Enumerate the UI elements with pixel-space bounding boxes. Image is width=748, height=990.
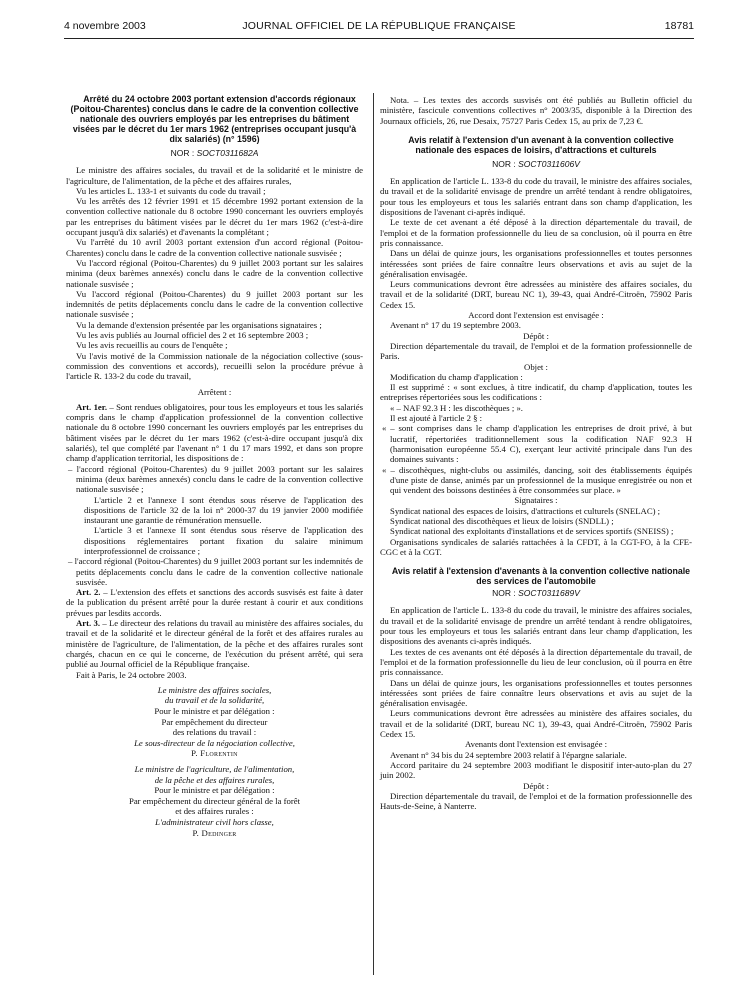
avis-paragraph: Les textes de ces avenants ont été déposés à la direction départementale du travail, de l'emploi et de la formation professionnelle du lieu de leur conclusion, où il pourra en être pris connaissance. bbox=[380, 646, 692, 678]
article-1-label: Art. 1er. bbox=[76, 401, 107, 412]
accord-label: Accord dont l'extension est envisagée : bbox=[468, 310, 604, 321]
visa-paragraph: Vu les articles L. 133-1 et suivants du code du travail ; bbox=[76, 185, 266, 196]
nor-label: NOR : bbox=[492, 588, 516, 599]
ajoute-text: Il est ajouté à l'article 2 § : bbox=[390, 413, 483, 424]
signataires-label: Signataires : bbox=[514, 495, 558, 506]
depot-text: Direction départementale du travail, de l'emploi et de la formation professionnelle des Hauts-de-Seine, à Nanterre. bbox=[380, 790, 692, 812]
depot-text: Direction départementale du travail, de l'emploi et de la formation professionnelle de Paris. bbox=[380, 340, 692, 362]
avenant-line: Avenant n° 34 bis du 24 septembre 2003 relatif à l'épargne salariale. bbox=[390, 749, 627, 760]
article-2-label: Art. 2. bbox=[76, 587, 101, 598]
accord-line: Accord paritaire du 24 septembre 2003 modifiant le dispositif inter-auto-plan du 27 juin 2002. bbox=[380, 759, 692, 781]
naf-line: « – NAF 92.3 H : les discothèques ; ». bbox=[390, 402, 523, 413]
signature-line: du travail et de la solidarité, bbox=[164, 695, 265, 706]
signature-line: Pour le ministre et par délégation : bbox=[154, 706, 275, 717]
avis-1-nor bbox=[380, 159, 692, 169]
signature-block-1 bbox=[66, 685, 363, 759]
signature-line: Le sous-directeur de la négociation collective, bbox=[134, 737, 295, 748]
objet-text: Modification du champ d'application : bbox=[390, 371, 523, 382]
signatory-name: P. Florentin bbox=[191, 748, 238, 759]
visa-paragraph: Vu l'avis motivé de la Commission nationale de la négociation collective (sous-commission des conventions et accords), recueilli selon la procédure prévue à l'article R. 133-2 du code du travail, bbox=[66, 350, 363, 382]
left-column bbox=[66, 94, 363, 838]
visa-paragraph: Vu la demande d'extension présentée par les organisations signataires ; bbox=[76, 319, 322, 330]
signatory-name: P. Dedinger bbox=[192, 827, 237, 838]
header-page-number: 18781 bbox=[664, 20, 694, 32]
signataire: Syndicat national des discothèques et lieux de loisirs (SNDLL) ; bbox=[390, 515, 614, 526]
signature-line: L'administrateur civil hors classe, bbox=[155, 816, 274, 827]
header-rule bbox=[64, 38, 694, 39]
avis-paragraph: En application de l'article L. 133-8 du code du travail, le ministre des affaires sociales, du travail et de la solidarité envisage de prendre un arrêté tendant à rendre obligatoires, pour tous les employeurs et tous les salariés entrant dans leur champ d'application, les dispositions des avenants ci-après indiqués. bbox=[380, 605, 692, 647]
page-header bbox=[64, 20, 694, 34]
signature-line: de la pêche et des affaires rurales, bbox=[154, 774, 275, 785]
header-date: 4 novembre 2003 bbox=[64, 20, 146, 32]
signature-line: Par empêchement du directeur bbox=[161, 716, 268, 727]
article-1-item: – l'accord régional (Poitou-Charentes) du 9 juillet 2003 portant sur les indemnités de petits déplacements conclu dans le cadre de la convention collective nationale susvisée. bbox=[68, 556, 363, 587]
right-column bbox=[380, 95, 692, 811]
arrete-title: Arrêté du 24 octobre 2003 portant extension d'accords régionaux (Poitou-Charentes) conclus dans le cadre de la convention collective nationale des ouvriers employés par les entreprises du bâtiment visées par le décret du 1er mars 1962 (entreprises occupant jusqu'à dix salariés) (n° 1596) bbox=[70, 94, 359, 144]
nor-code: SOCT0311682A bbox=[196, 148, 259, 158]
champ-item: « – discothèques, night-clubs ou assimilés, dancing, soit des établissements équipés d'une piste de danse, animés par un professionnel de la musique enregistrée ou non et qui vendent des boissons destinées à être consommées sur place. » bbox=[382, 464, 692, 496]
nor-label: NOR : bbox=[170, 148, 195, 158]
avis-2-nor bbox=[380, 588, 692, 598]
article-1 bbox=[66, 402, 363, 464]
signataire: Syndicat national des exploitants d'installations et de services sportifs (SNEISS) ; bbox=[390, 526, 674, 537]
supprime-text: Il est supprimé : « sont exclues, à titre indicatif, du champ d'application, toutes les entreprises répertoriées sous les codifications : bbox=[380, 382, 692, 403]
article-3-text: – Le directeur des relations du travail au ministère des affaires sociales, du travail et de la solidarité et le directeur général de la forêt et des affaires rurales au ministère de l'agriculture, de l'alimentation, de la pêche et des affaires rurales sont chargés, chacun en ce qui le concerne, de l'exécution du présent arrêté, qui sera publié au Journal officiel de la République française. bbox=[66, 618, 363, 670]
avis-paragraph: Dans un délai de quinze jours, les organisations professionnelles et toutes personnes intéressées sont priées de faire connaître leurs observations et avis au sujet de la généralisation envisagée. bbox=[380, 248, 692, 279]
visa-paragraph: Vu l'accord régional (Poitou-Charentes) du 9 juillet 2003 portant sur les salaires minima (deux barèmes annexés) conclu dans le cadre de la convention collective nationale susvisée ; bbox=[66, 257, 363, 289]
avis-paragraph: Leurs communications devront être adressées au ministère des affaires sociales, du travail et de la solidarité (DRT, bureau NC 1), 39-43, quai André-Citroën, 75902 Paris Cedex 15. bbox=[380, 279, 692, 310]
avis-1-title: Avis relatif à l'extension d'un avenant à la convention collective nationale des espaces de loisirs, d'attractions et culturels bbox=[408, 134, 674, 155]
avis-paragraph: Le texte de cet avenant a été déposé à la direction départementale du travail, de l'emploi et de la formation professionnelle du lieu de sa conclusion, où il pourra en être pris connaissance. bbox=[380, 217, 692, 248]
signataire: Syndicat national des espaces de loisirs, d'attractions et culturels (SNELAC) ; bbox=[390, 505, 661, 516]
arretent-heading: Arrêtent : bbox=[197, 386, 232, 397]
signature-line: Le ministre des affaires sociales, bbox=[157, 684, 272, 695]
signature-line: Le ministre de l'agriculture, de l'alimentation, bbox=[134, 764, 295, 774]
avis-paragraph: Leurs communications devront être adressées au ministère des affaires sociales, du travail et de la solidarité (DRT, bureau NC 1), 39-43, quai André-Citroën, 75902 Paris Cedex 15. bbox=[380, 708, 692, 740]
signataire: Organisations syndicales de salariés rattachées à la CFDT, à la CGT-FO, à la CFE-CGC et à la CGT. bbox=[380, 536, 692, 557]
visa-paragraph: Le ministre des affaires sociales, du travail et de la solidarité et le ministre de l'agriculture, de l'alimentation, de la pêche et des affaires rurales, bbox=[66, 165, 363, 186]
nor-label: NOR : bbox=[492, 158, 516, 169]
signature-block-2 bbox=[66, 764, 363, 838]
visa-paragraph: Vu les avis recueillis au cours de l'enquête ; bbox=[76, 340, 228, 351]
avis-paragraph: Dans un délai de quinze jours, les organisations professionnelles et toutes personnes intéressées sont priées de faire connaître leurs observations et avis au sujet de la généralisation envisagée. bbox=[380, 677, 692, 709]
article-1-text: – Sont rendues obligatoires, pour tous les employeurs et tous les salariés compris dans le champ d'application professionnel de la convention collective nationale du 8 octobre 1990 concernant les ouvriers employés par les entreprises du bâtiment visées par le décret du 1er mars 1962 (c'est-à-dire occupant jusqu'à dix salariés), tel que complété par l'avenant n° 1 du 17 mars 1992, et dans son propre champ d'application territorial, les dispositions de : bbox=[66, 401, 363, 464]
visa-paragraph: Vu l'arrêté du 10 avril 2003 portant extension d'un accord régional (Poitou-Charentes) conclu dans le cadre de la convention collective nationale susvisée ; bbox=[66, 237, 363, 258]
signature-line: Pour le ministre et par délégation : bbox=[154, 785, 275, 796]
visa-paragraph: Vu les arrêtés des 12 février 1991 et 15 décembre 1992 portant extension de la convention collective nationale du 8 octobre 1990 concernant les ouvriers employés par les entreprises du bâtiment visées par le décret du 1er mars 1962 (c'est-à-dire occupant jusqu'à dix salariés) et d'avenants la complétant ; bbox=[66, 196, 363, 238]
visa-paragraph: Vu les avis publiés au Journal officiel des 2 et 16 septembre 2003 ; bbox=[76, 330, 309, 341]
avis-paragraph: En application de l'article L. 133-8 du code du travail, le ministre des affaires sociales, du travail et de la solidarité envisage de prendre un arrêté tendant à rendre obligatoires, pour tous les employeurs et tous les salariés entrant dans son champ d'application, les dispositions de l'avenant ci-après indiqué. bbox=[380, 176, 692, 218]
avenant-line: Avenant n° 17 du 19 septembre 2003. bbox=[390, 320, 521, 331]
fait-a-paris: Fait à Paris, le 24 octobre 2003. bbox=[76, 669, 187, 680]
article-1-subitem: L'article 3 et l'annexe II sont étendus sous réserve de l'application des dispositions réglementaires portant fixation du salaire minimum interprofessionnel de croissance ; bbox=[84, 525, 363, 556]
avis-2-title: Avis relatif à l'extension d'avenants à la convention collective nationale des services de l'automobile bbox=[391, 566, 691, 587]
article-2-text: – L'extension des effets et sanctions des accords susvisés est faite à dater de la publication du présent arrêté pour la durée restant à courir et aux conditions prévues par lesdits accords. bbox=[66, 587, 363, 618]
depot-label: Dépôt : bbox=[523, 780, 549, 791]
nor-code: SOCT0311689V bbox=[518, 588, 580, 599]
signature-line: Par empêchement du directeur général de la forêt bbox=[128, 795, 300, 806]
article-3 bbox=[66, 618, 363, 669]
depot-label: Dépôt : bbox=[523, 330, 549, 341]
champ-item: « – sont comprises dans le champ d'application les entreprises de droit privé, à but lucratif, répertoriées traditionnellement sous la codification NAF 92.3 H (harmonisation européenne 55.4 C), exerçant leur activité principale dans l'un des domaines suivants : bbox=[382, 423, 692, 465]
avenants-label: Avenants dont l'extension est envisagée : bbox=[464, 739, 608, 750]
signature-line: et des affaires rurales : bbox=[175, 806, 254, 817]
arrete-nor bbox=[66, 148, 363, 158]
nota-paragraph: Nota. – Les textes des accords susvisés ont été publiés au Bulletin officiel du ministère, fascicule conventions collectives n° 2003/35, disponible à la Direction des Journaux officiels, 26, rue Desaix, 75727 Paris Cedex 15, au prix de 7,23 €. bbox=[380, 95, 692, 126]
visa-paragraph: Vu l'accord régional (Poitou-Charentes) du 9 juillet 2003 portant sur les indemnités de petits déplacements conclu dans le cadre de la convention collective nationale susvisée ; bbox=[66, 288, 363, 320]
column-divider bbox=[373, 93, 374, 975]
article-1-subitem: L'article 2 et l'annexe I sont étendus sous réserve de l'application des dispositions de l'article 32 de la loi n° 2000-37 du 19 janvier 2000 modifiée instaurant une garantie de rémunération mensuelle. bbox=[84, 494, 363, 526]
article-3-label: Art. 3. bbox=[76, 618, 101, 629]
signature-line: des relations du travail : bbox=[172, 727, 257, 738]
objet-label: Objet : bbox=[524, 361, 548, 372]
nor-code: SOCT0311606V bbox=[518, 158, 580, 169]
header-title: JOURNAL OFFICIEL DE LA RÉPUBLIQUE FRANÇAISE bbox=[242, 20, 516, 32]
article-2 bbox=[66, 587, 363, 618]
article-1-item: – l'accord régional (Poitou-Charentes) du 9 juillet 2003 portant sur les salaires minima (deux barèmes annexés) conclu dans le cadre de la convention collective nationale susvisée ; bbox=[68, 463, 363, 495]
